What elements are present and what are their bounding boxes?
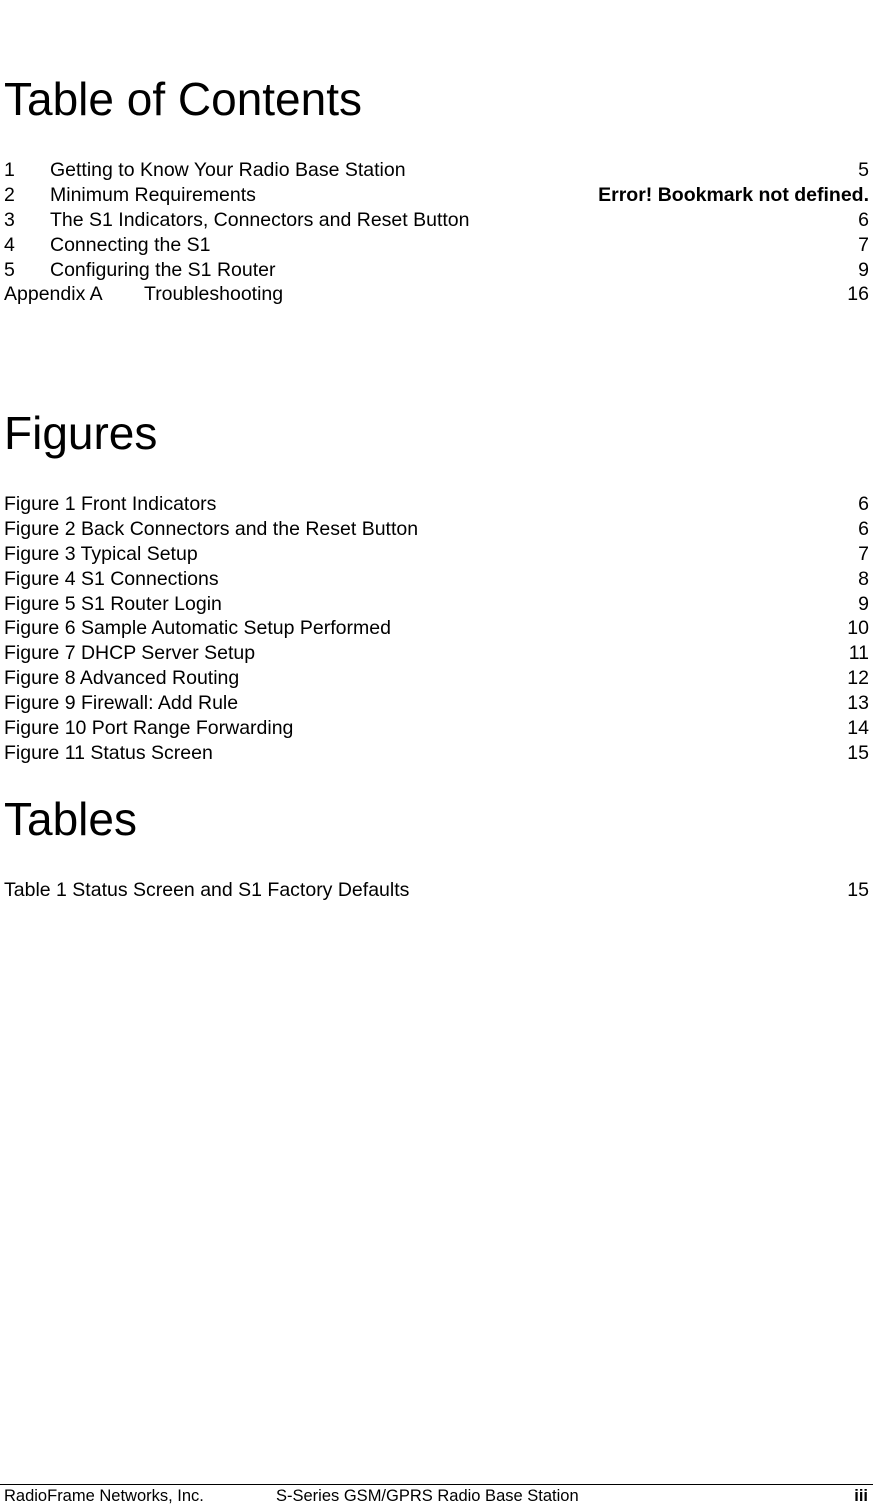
tables-heading: Tables [4, 793, 137, 845]
figure-entry[interactable] [4, 741, 869, 766]
toc-entry[interactable] [4, 183, 869, 208]
figure-entry-page: 6 [858, 517, 869, 540]
figure-entry-title: Figure 3 Typical Setup [4, 542, 198, 565]
figure-entry-page: 10 [847, 617, 869, 640]
figure-entry[interactable] [4, 492, 869, 517]
footer-company: RadioFrame Networks, Inc. [4, 1487, 204, 1505]
figure-entry-title: Figure 7 DHCP Server Setup [4, 642, 256, 665]
tables-list [4, 878, 869, 903]
toc-entry-title: Configuring the S1 Router [50, 258, 276, 281]
toc-entry-title: Minimum Requirements [50, 183, 256, 206]
toc-entry-number: 2 [4, 183, 15, 206]
figure-entry-page: 9 [858, 592, 869, 615]
table-entry-title: Table 1 Status Screen and S1 Factory Defaults [4, 879, 410, 901]
figure-entry-title: Figure 10 Port Range Forwarding [4, 717, 294, 740]
figures-list [4, 492, 869, 766]
toc-entry-title: Getting to Know Your Radio Base Station [50, 159, 406, 181]
table-entry-page: 15 [847, 879, 869, 901]
toc-entry-title: Connecting the S1 [50, 233, 211, 256]
footer-divider [0, 1484, 873, 1485]
toc-entry[interactable] [4, 158, 869, 183]
table-entry[interactable] [4, 878, 869, 903]
figure-entry[interactable] [4, 666, 869, 691]
figure-entry[interactable] [4, 616, 869, 641]
toc-entry-number: Appendix A [4, 283, 103, 306]
figure-entry-page: 6 [858, 493, 869, 515]
toc-entry-page: 6 [858, 208, 869, 231]
footer-page-number: iii [854, 1487, 868, 1505]
toc-entry-number: 5 [4, 258, 15, 281]
toc-entry-title: Troubleshooting [144, 283, 284, 306]
figure-entry[interactable] [4, 691, 869, 716]
toc-entry-title: The S1 Indicators, Connectors and Reset Button [50, 208, 470, 231]
figure-entry-title: Figure 8 Advanced Routing [4, 667, 240, 690]
figure-entry-title: Figure 11 Status Screen [4, 741, 213, 764]
toc-entry-number: 1 [4, 159, 15, 181]
figure-entry-title: Figure 9 Firewall: Add Rule [4, 692, 239, 715]
figure-entry-title: Figure 6 Sample Automatic Setup Performed [4, 617, 391, 640]
figure-entry[interactable] [4, 567, 869, 592]
figure-entry-page: 8 [858, 567, 869, 590]
figure-entry-page: 7 [858, 542, 869, 565]
figures-heading: Figures [4, 407, 158, 459]
toc-entry-number: 4 [4, 233, 15, 256]
document-page [4, 0, 869, 1506]
toc-entry[interactable] [4, 258, 869, 283]
toc-entry-appendix[interactable] [4, 282, 869, 307]
figure-entry-page: 13 [847, 692, 869, 715]
figure-entry[interactable] [4, 542, 869, 567]
bookmark-error-text: Error! Bookmark not defined. [598, 183, 869, 206]
figure-entry-page: 11 [848, 642, 869, 665]
figure-entry[interactable] [4, 716, 869, 741]
figure-entry[interactable] [4, 641, 869, 666]
figure-entry-title: Figure 2 Back Connectors and the Reset Button [4, 517, 419, 540]
toc-heading: Table of Contents [4, 73, 363, 125]
toc-entry-page: 7 [858, 233, 869, 256]
toc-entry-page: 9 [858, 258, 869, 281]
figure-entry-title: Figure 5 S1 Router Login [4, 592, 222, 615]
toc-entry[interactable] [4, 233, 869, 258]
figure-entry-page: 15 [847, 741, 869, 764]
figure-entry-page: 12 [847, 667, 869, 690]
figure-entry-title: Figure 1 Front Indicators [4, 493, 217, 515]
toc-entry-number: 3 [4, 208, 15, 231]
figure-entry[interactable] [4, 592, 869, 617]
toc-list [4, 158, 869, 307]
toc-entry-page: 5 [858, 159, 869, 181]
figure-entry[interactable] [4, 517, 869, 542]
footer-product-name: S-Series GSM/GPRS Radio Base Station [276, 1487, 579, 1505]
toc-entry[interactable] [4, 208, 869, 233]
figure-entry-title: Figure 4 S1 Connections [4, 567, 219, 590]
toc-entry-page: 16 [847, 283, 869, 306]
figure-entry-page: 14 [847, 717, 869, 740]
